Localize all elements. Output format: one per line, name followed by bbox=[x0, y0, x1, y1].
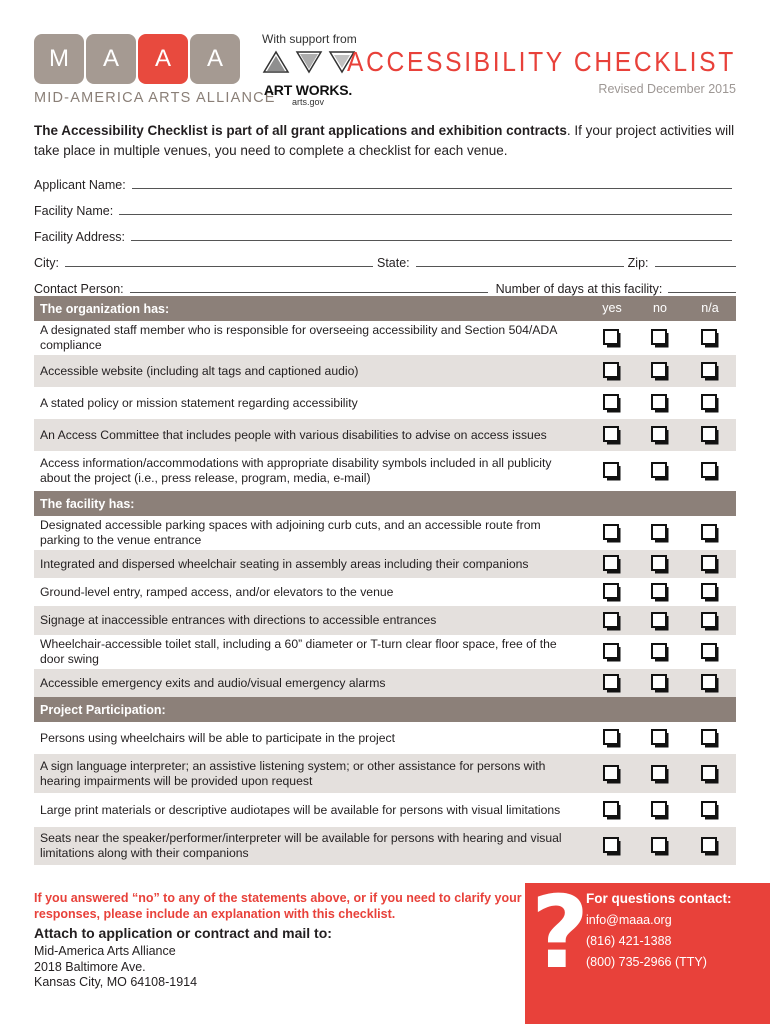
checklist-row bbox=[34, 754, 736, 793]
checkbox-no[interactable] bbox=[636, 582, 684, 602]
checkbox-no[interactable] bbox=[636, 800, 684, 820]
checklist-item-text: Wheelchair-accessible toilet stall, including a 60” diameter or T-turn clear floor space, free of the door swing bbox=[40, 637, 557, 666]
facility-name-row: Facility Name: bbox=[34, 192, 736, 218]
warning-text: If you answered “no” to any of the statements above, or if you need to clarify your responses, please include an explanation with this checklist. bbox=[34, 891, 522, 921]
checkbox-yes[interactable] bbox=[588, 393, 636, 413]
checkbox-no[interactable] bbox=[636, 642, 684, 662]
checkbox-no[interactable] bbox=[636, 611, 684, 631]
checklist-row bbox=[34, 827, 736, 865]
section-header bbox=[34, 697, 736, 722]
attach-instructions: Attach to application or contract and mail to: bbox=[34, 925, 332, 941]
checkbox-na[interactable] bbox=[684, 461, 736, 481]
checklist-row bbox=[34, 419, 736, 451]
checkbox-yes[interactable] bbox=[588, 361, 636, 381]
num-days-field[interactable] bbox=[668, 292, 736, 293]
checklist-item-text: Access information/accommodations with appropriate disability symbols included in all publicity about the project (i.e., press release, program, media, e-mail) bbox=[40, 456, 552, 485]
checkbox-na[interactable] bbox=[684, 611, 736, 631]
page-title: ACCESSIBILITY CHECKLIST bbox=[347, 46, 736, 77]
checklist-item-text: A designated staff member who is responsible for overseeing accessibility and Section 504/ADA compliance bbox=[40, 323, 557, 352]
contact-form bbox=[34, 166, 736, 296]
checkbox-no[interactable] bbox=[636, 673, 684, 693]
checkbox-yes[interactable] bbox=[588, 611, 636, 631]
checkbox-yes[interactable] bbox=[588, 523, 636, 543]
logo-tile: A bbox=[138, 34, 188, 84]
checkbox-yes[interactable] bbox=[588, 461, 636, 481]
question-mark-icon: ? bbox=[531, 874, 590, 991]
checkbox-yes[interactable] bbox=[588, 764, 636, 784]
checkbox-no[interactable] bbox=[636, 361, 684, 381]
checklist-item-text: Integrated and dispersed wheelchair seating in assembly areas including their companions bbox=[40, 556, 529, 571]
arts-gov-url: arts.gov bbox=[291, 97, 324, 107]
checklist-row bbox=[34, 321, 736, 355]
revised-date: Revised December 2015 bbox=[598, 82, 736, 96]
checkbox-no[interactable] bbox=[636, 836, 684, 856]
contact-row: Contact Person: Number of days at this facility: bbox=[34, 270, 736, 296]
checkbox-no[interactable] bbox=[636, 425, 684, 445]
checkbox-na[interactable] bbox=[684, 728, 736, 748]
checklist-row bbox=[34, 606, 736, 635]
checkbox-na[interactable] bbox=[684, 673, 736, 693]
checkbox-no[interactable] bbox=[636, 393, 684, 413]
checkbox-yes[interactable] bbox=[588, 554, 636, 574]
checkbox-yes[interactable] bbox=[588, 673, 636, 693]
checklist-item-text: An Access Committee that includes people with various disabilities to advise on access issues bbox=[40, 427, 547, 442]
checkbox-na[interactable] bbox=[684, 764, 736, 784]
applicant-name-field[interactable] bbox=[132, 188, 732, 189]
checklist-item-text: Designated accessible parking spaces with adjoining curb cuts, and an accessible route from parking to the venue entrance bbox=[40, 518, 541, 547]
facility-address-row: Facility Address: bbox=[34, 218, 736, 244]
art-works-logo: ART WORKS. bbox=[263, 82, 353, 98]
checkbox-yes[interactable] bbox=[588, 425, 636, 445]
checkbox-no[interactable] bbox=[636, 523, 684, 543]
support-label: With support from bbox=[262, 32, 357, 46]
checkbox-yes[interactable] bbox=[588, 728, 636, 748]
checklist-row bbox=[34, 451, 736, 491]
checkbox-no[interactable] bbox=[636, 728, 684, 748]
org-name: MID-AMERICA ARTS ALLIANCE bbox=[34, 90, 276, 106]
checklist-row bbox=[34, 669, 736, 697]
section-title: Project Participation: bbox=[40, 702, 166, 717]
logo-tile: A bbox=[190, 34, 240, 84]
checklist-item-text: Accessible website (including alt tags and captioned audio) bbox=[40, 363, 359, 378]
checkbox-no[interactable] bbox=[636, 461, 684, 481]
contact-phone[interactable]: (816) 421-1388 bbox=[586, 934, 672, 948]
checkbox-na[interactable] bbox=[684, 425, 736, 445]
checkbox-na[interactable] bbox=[684, 393, 736, 413]
checklist-item-text: Persons using wheelchairs will be able to participate in the project bbox=[40, 730, 395, 745]
checklist-item-text: Large print materials or descriptive audiotapes will be available for persons with visual limitations bbox=[40, 802, 561, 817]
applicant-name-row: Applicant Name: bbox=[34, 166, 736, 192]
checkbox-na[interactable] bbox=[684, 642, 736, 662]
checkbox-na[interactable] bbox=[684, 523, 736, 543]
checklist-item-text: Accessible emergency exits and audio/visual emergency alarms bbox=[40, 675, 386, 690]
checklist-row bbox=[34, 516, 736, 550]
contact-person-field[interactable] bbox=[130, 292, 488, 293]
checklist-row bbox=[34, 550, 736, 578]
checkbox-yes[interactable] bbox=[588, 328, 636, 348]
checkbox-na[interactable] bbox=[684, 361, 736, 381]
section-header bbox=[34, 296, 736, 321]
checkbox-na[interactable] bbox=[684, 582, 736, 602]
checkbox-yes[interactable] bbox=[588, 582, 636, 602]
checklist-item-text: A sign language interpreter; an assistive listening system; or other assistance for persons with hearing impairments will be provided upon request bbox=[40, 758, 546, 788]
checklist-table bbox=[34, 296, 736, 865]
maaa-logo bbox=[34, 34, 276, 110]
checkbox-na[interactable] bbox=[684, 554, 736, 574]
contact-tty[interactable]: (800) 735-2966 (TTY) bbox=[586, 955, 707, 969]
section-header bbox=[34, 491, 736, 516]
logo-tile: M bbox=[34, 34, 84, 84]
checkbox-na[interactable] bbox=[684, 328, 736, 348]
checklist-item-text: Ground-level entry, ramped access, and/or elevators to the venue bbox=[40, 584, 394, 599]
column-header: yes bbox=[602, 301, 622, 315]
mailing-address: Mid-America Arts Alliance 2018 Baltimore Ave. Kansas City, MO 64108-1914 bbox=[34, 944, 198, 989]
checkbox-no[interactable] bbox=[636, 328, 684, 348]
checklist-row bbox=[34, 635, 736, 669]
checklist-item-text: Signage at inaccessible entrances with directions to accessible entrances bbox=[40, 613, 437, 627]
contact-email[interactable]: info@maaa.org bbox=[586, 913, 672, 927]
checkbox-no[interactable] bbox=[636, 764, 684, 784]
zip-field[interactable] bbox=[655, 266, 736, 267]
facility-address-field[interactable] bbox=[131, 240, 732, 241]
column-header: no bbox=[653, 301, 667, 315]
checkbox-na[interactable] bbox=[684, 836, 736, 856]
logo-tile: A bbox=[86, 34, 136, 84]
city-state-zip-row: City: State: Zip: bbox=[34, 244, 736, 270]
city-field[interactable] bbox=[65, 266, 373, 267]
intro-text: The Accessibility Checklist is part of all grant applications and exhibition contracts. If your project activities will take place in multiple venues, you need to complete a checklist for each venue. bbox=[34, 123, 735, 158]
checkbox-na[interactable] bbox=[684, 800, 736, 820]
column-header: n/a bbox=[701, 301, 719, 315]
checklist-row bbox=[34, 722, 736, 754]
checklist-row bbox=[34, 387, 736, 419]
checklist-row bbox=[34, 578, 736, 606]
checkbox-yes[interactable] bbox=[588, 800, 636, 820]
checkbox-yes[interactable] bbox=[588, 836, 636, 856]
checkbox-yes[interactable] bbox=[588, 642, 636, 662]
state-field[interactable] bbox=[416, 266, 624, 267]
contact-title: For questions contact: bbox=[586, 891, 732, 906]
checkbox-no[interactable] bbox=[636, 554, 684, 574]
checklist-item-text: A stated policy or mission statement regarding accessibility bbox=[40, 395, 358, 410]
section-title: The organization has: bbox=[40, 301, 170, 316]
checklist-row bbox=[34, 355, 736, 387]
section-title: The facility has: bbox=[40, 496, 135, 511]
checklist-row bbox=[34, 793, 736, 827]
checklist-item-text: Seats near the speaker/performer/interpreter will be available for persons with hearing and visual limitations along with their companions bbox=[40, 831, 562, 860]
facility-name-field[interactable] bbox=[119, 214, 732, 215]
